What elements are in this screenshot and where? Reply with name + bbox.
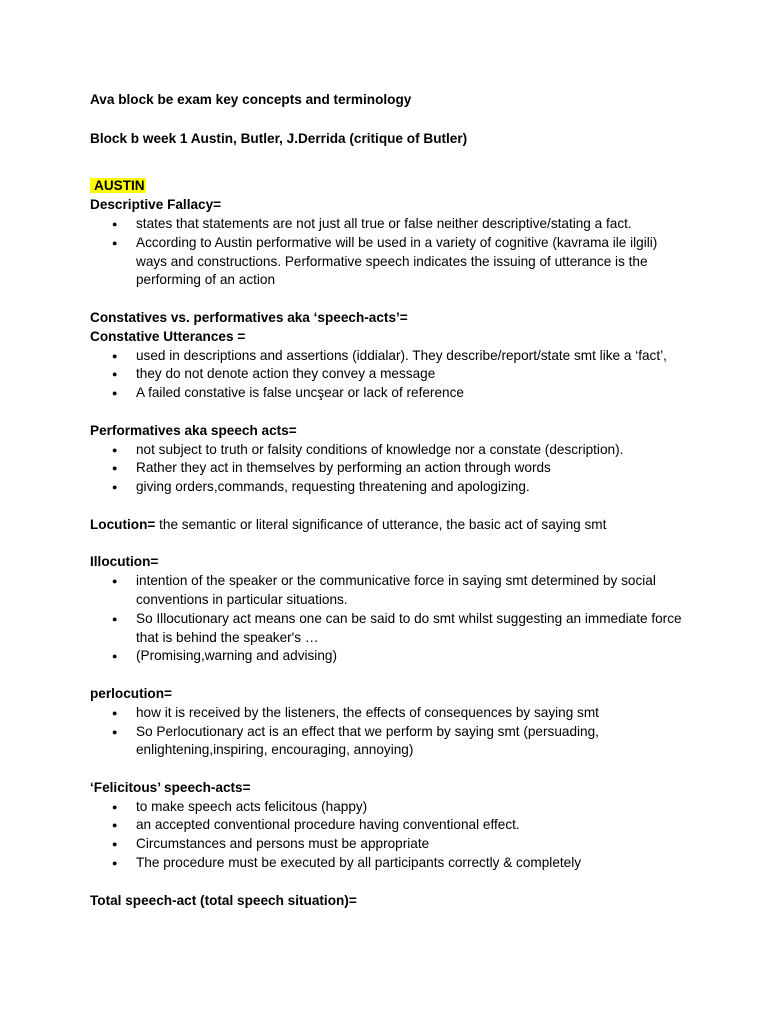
list-item: ● an accepted conventional procedure having conventional effect. [90, 816, 690, 835]
constatives-list [90, 347, 690, 403]
illocution-list [90, 572, 690, 666]
list-item: ● So Illocutionary act means one can be said to do smt whilst suggesting an immediate force that is behind the speaker's … [90, 610, 690, 648]
list-item: ● giving orders,commands, requesting threatening and apologizing. [90, 478, 690, 497]
perlocution-list [90, 704, 690, 760]
document-title: Ava block be exam key concepts and terminology [90, 92, 412, 107]
illocution-heading: Illocution= [90, 554, 159, 570]
perlocution-heading: perlocution= [90, 685, 172, 701]
locution-text: the semantic or literal significance of utterance, the basic act of saying smt [155, 516, 607, 532]
list-item: ● they do not denote action they convey a message [90, 365, 690, 384]
descriptive-fallacy-list [90, 215, 690, 290]
list-item: ● So Perlocutionary act is an effect that we perform by saying smt (persuading, enlightening,inspiring, encouraging, annoying) [90, 723, 690, 761]
felicitous-list [90, 798, 690, 873]
performatives-list [90, 441, 690, 497]
felicitous-heading: ‘Felicitous’ speech-acts= [90, 779, 251, 795]
descriptive-fallacy-heading: Descriptive Fallacy= [90, 197, 222, 213]
list-item: ● Rather they act in themselves by performing an action through words [90, 459, 690, 478]
total-speech-act-heading: Total speech-act (total speech situation)= [90, 892, 357, 908]
locution-label: Locution= [90, 516, 156, 532]
list-item: ● intention of the speaker or the communicative force in saying smt determined by social conventions in particular situations. [90, 572, 690, 610]
list-item: ● The procedure must be executed by all participants correctly & completely [90, 854, 690, 873]
list-item: ● (Promising,warning and advising) [90, 647, 690, 666]
performatives-heading: Performatives aka speech acts= [90, 422, 297, 438]
list-item: ● states that statements are not just all true or false neither descriptive/stating a fact. [90, 215, 690, 234]
document-subtitle: Block b week 1 Austin, Butler, J.Derrida (critique of Butler) [90, 130, 468, 146]
list-item: ● Circumstances and persons must be appropriate [90, 835, 690, 854]
list-item: ● how it is received by the listeners, the effects of consequences by saying smt [90, 704, 690, 723]
constative-utterances-heading: Constative Utterances = [90, 328, 246, 344]
locution-definition [90, 516, 690, 535]
list-item: ● A failed constative is false uncşear or lack of reference [90, 384, 690, 403]
section-heading [90, 177, 690, 196]
list-item: ● According to Austin performative will be used in a variety of cognitive (kavrama ile ilgili) ways and constructions. Performative speech indicates the issuing of utterance is the performing of an action [90, 234, 690, 290]
list-item: ● not subject to truth or falsity conditions of knowledge nor a constate (description). [90, 441, 690, 460]
highlighted-section-label: AUSTIN [90, 178, 146, 193]
list-item: ● used in descriptions and assertions (iddialar). They describe/report/state smt like a ‘fact’, [90, 347, 690, 366]
document-body [90, 91, 690, 910]
constatives-heading: Constatives vs. performatives aka ‘speech-acts’= [90, 309, 408, 325]
list-item: ● to make speech acts felicitous (happy) [90, 798, 690, 817]
